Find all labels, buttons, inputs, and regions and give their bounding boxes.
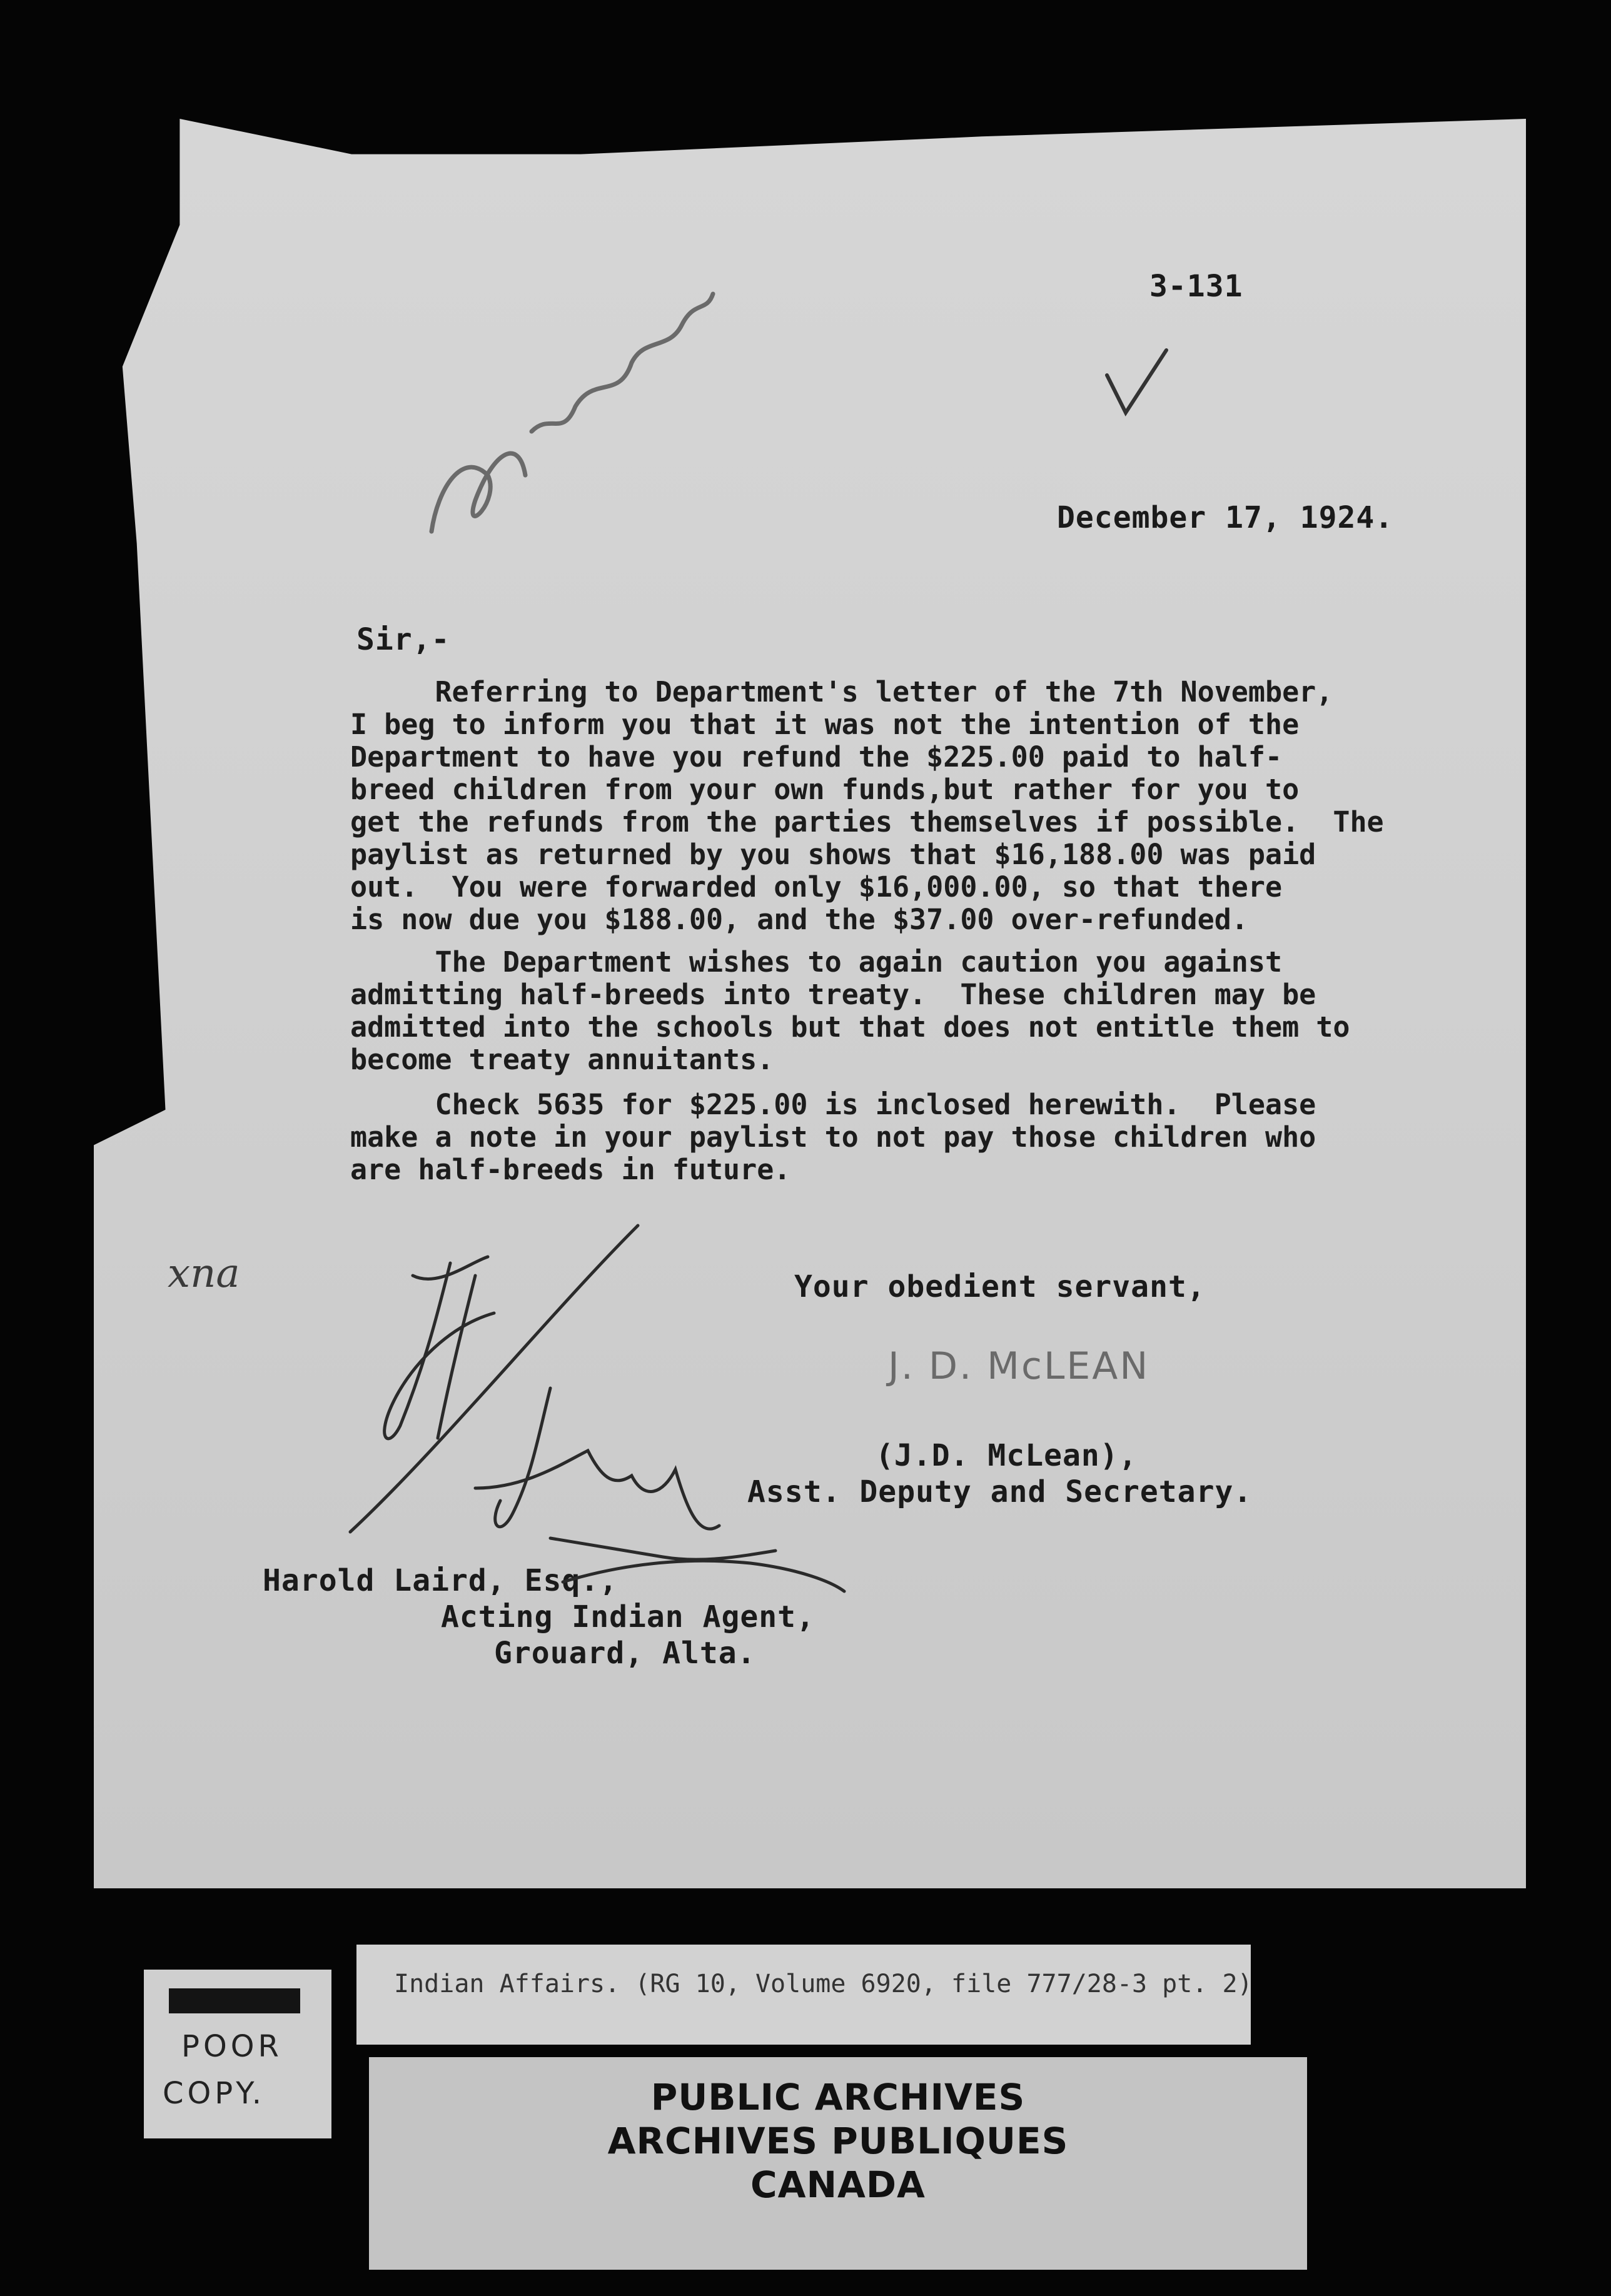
poor-copy-word: COPY. xyxy=(163,2076,266,2111)
poor-copy-note xyxy=(144,1970,331,2138)
signer-name: (J.D. McLean), xyxy=(876,1438,1138,1473)
signer-title: Asst. Deputy and Secretary. xyxy=(747,1474,1253,1509)
archive-reference: Indian Affairs. (RG 10, Volume 6920, file 777/28-3 pt. 2) xyxy=(394,1970,1253,1998)
paragraph-line: paylist as returned by you shows that $16,188.00 was paid xyxy=(350,838,1316,871)
addressee-line: Acting Indian Agent, xyxy=(441,1599,815,1634)
margin-note: xna xyxy=(168,1251,240,1297)
addressee-line: Harold Laird, Esq., xyxy=(263,1563,619,1598)
archives-line: PUBLIC ARCHIVES xyxy=(650,2076,1026,2118)
archive-reference-label xyxy=(356,1945,1251,2045)
paragraph-line: are half-breeds in future. xyxy=(350,1153,791,1186)
paragraph-line: The Department wishes to again caution you against xyxy=(350,945,1283,979)
paragraph-line: Check 5635 for $225.00 is inclosed herewith. Please xyxy=(350,1088,1316,1121)
paragraph-line: make a note in your paylist to not pay those children who xyxy=(350,1120,1316,1154)
secretary-signature xyxy=(475,1388,844,1591)
paragraph-line: get the refunds from the parties themselves if possible. The xyxy=(350,805,1384,838)
paragraph-line: I beg to inform you that it was not the intention of the xyxy=(350,708,1300,741)
name-stamp: J. D. McLEAN xyxy=(888,1344,1150,1388)
file-number: 3-131 xyxy=(1149,269,1243,304)
letter-date: December 17, 1924. xyxy=(1057,500,1394,535)
paragraph-line: admitted into the schools but that does not entitle them to xyxy=(350,1010,1350,1044)
paragraph-line: become treaty annuitants. xyxy=(350,1043,774,1076)
public-archives-stamp xyxy=(369,2057,1307,2270)
poor-copy-word: POOR xyxy=(181,2029,283,2064)
addressee-line: Grouard, Alta. xyxy=(494,1636,756,1671)
archives-line: ARCHIVES PUBLIQUES xyxy=(607,2120,1069,2162)
pencil-scrawl xyxy=(432,294,713,531)
paragraph-line: Referring to Department's letter of the 7th November, xyxy=(350,675,1333,708)
paragraph-line: is now due you $188.00, and the $37.00 over-refunded. xyxy=(350,903,1248,936)
paragraph-line: admitting half-breeds into treaty. These children may be xyxy=(350,978,1316,1011)
archives-line: CANADA xyxy=(750,2163,926,2206)
paragraph-line: breed children from your own funds,but rather for you to xyxy=(350,773,1300,806)
paragraph-line: out. You were forwarded only $16,000.00, so that there xyxy=(350,870,1283,904)
redaction-bar xyxy=(169,1988,300,2013)
closing: Your obedient servant, xyxy=(794,1269,1206,1304)
check-mark xyxy=(1107,350,1166,413)
salutation: Sir,- xyxy=(356,622,450,657)
paragraph-line: Department to have you refund the $225.00 paid to half- xyxy=(350,740,1283,773)
